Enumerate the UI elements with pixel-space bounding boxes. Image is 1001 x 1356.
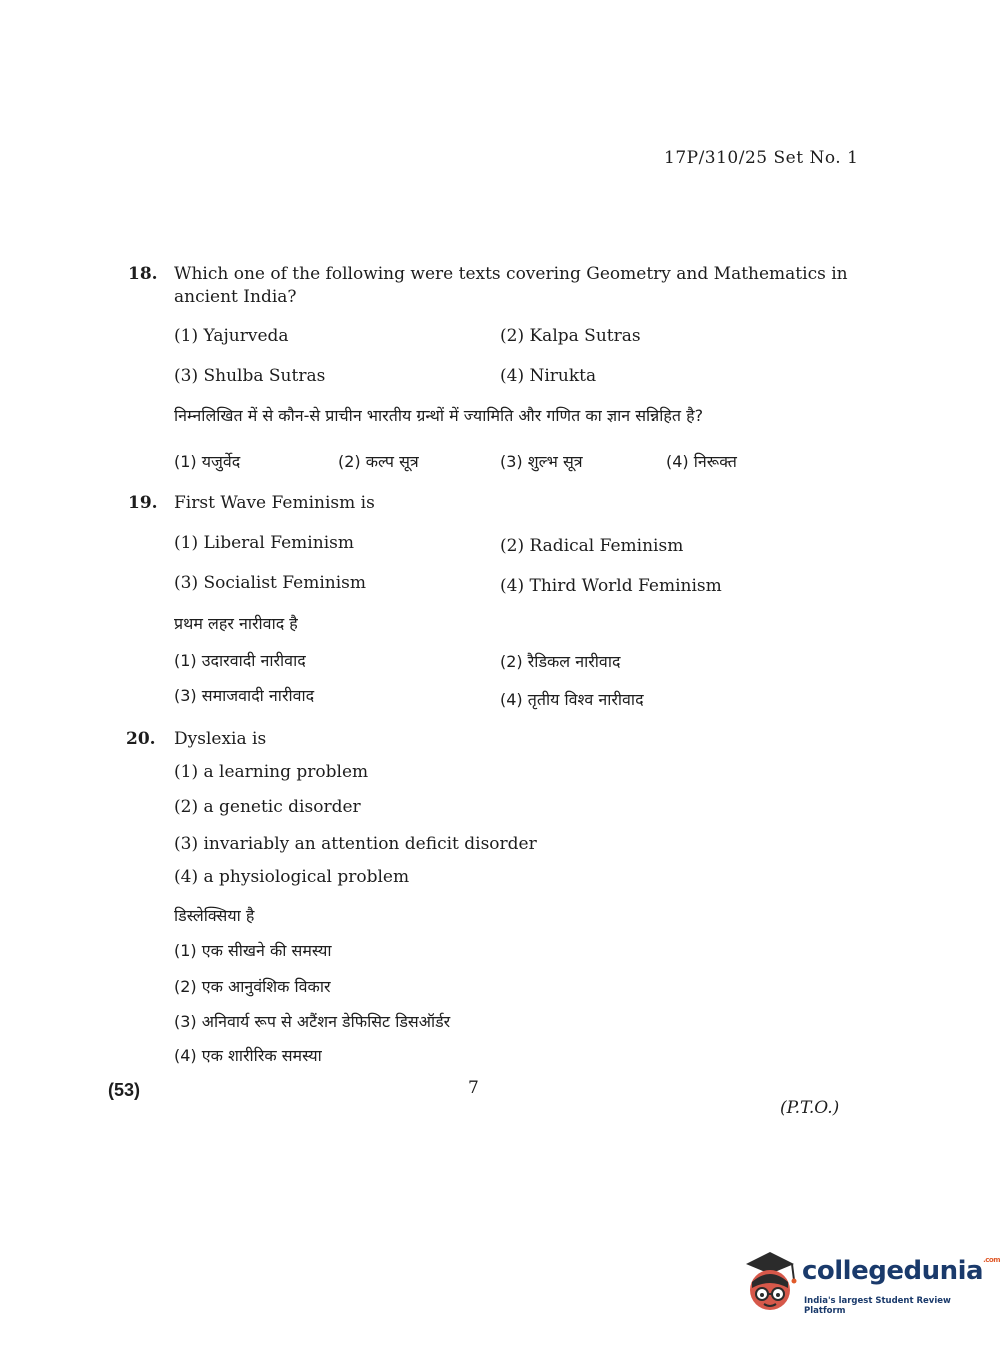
question-19-hindi-option-3: (3) समाजवादी नारीवाद <box>174 686 315 705</box>
brand-text: collegedunia <box>802 1256 984 1286</box>
question-20-hindi-option-1: (1) एक सीखने की समस्या <box>174 941 332 960</box>
question-20-hindi-text: डिस्लेक्सिया है <box>174 906 255 925</box>
brand-suffix: .com <box>983 1256 1000 1264</box>
question-19-hindi-option-1: (1) उदारवादी नारीवाद <box>174 651 306 670</box>
question-20-number: 20. <box>126 729 156 749</box>
question-19-number: 19. <box>128 493 158 513</box>
question-20-text: Dyslexia is <box>174 729 267 749</box>
set-code: 17P/310/25 Set No. 1 <box>664 148 859 168</box>
question-18-hindi-option-1: (1) यजुर्वेद <box>174 452 241 471</box>
brand-name <box>802 1256 1000 1286</box>
question-20-hindi-option-2: (2) एक आनुवंशिक विकार <box>174 977 331 996</box>
question-18-option-1: (1) Yajurveda <box>174 326 289 346</box>
page-number: 7 <box>468 1078 479 1098</box>
question-18-option-4: (4) Nirukta <box>500 366 597 386</box>
brand-tagline: India's largest Student Review Platform <box>804 1296 951 1316</box>
question-20-hindi-option-4: (4) एक शारीरिक समस्या <box>174 1046 322 1065</box>
collegedunia-logo <box>740 1244 1000 1322</box>
question-20-option-2: (2) a genetic disorder <box>174 797 361 817</box>
question-18-option-3: (3) Shulba Sutras <box>174 366 326 386</box>
question-18-hindi-option-3: (3) शुल्भ सूत्र <box>500 452 583 471</box>
question-18-hindi-text: निम्नलिखित में से कौन-से प्राचीन भारतीय ग्रन्थों में ज्यामिति और गणित का ज्ञान सन्निहित है? <box>174 406 704 425</box>
mascot-icon <box>740 1250 800 1320</box>
question-18-text-line2: ancient India? <box>174 287 297 307</box>
question-18-hindi-option-2: (2) कल्प सूत्र <box>338 452 419 471</box>
question-20-option-4: (4) a physiological problem <box>174 867 410 887</box>
question-19-hindi-option-4: (4) तृतीय विश्व नारीवाद <box>500 690 644 709</box>
question-19-hindi-text: प्रथम लहर नारीवाद है <box>174 614 298 633</box>
pto-label: (P.T.O.) <box>780 1098 840 1118</box>
question-19-option-2: (2) Radical Feminism <box>500 536 684 556</box>
booklet-code: (53) <box>108 1080 141 1100</box>
question-19-option-4: (4) Third World Feminism <box>500 576 722 596</box>
question-20-option-3: (3) invariably an attention deficit disorder <box>174 834 537 854</box>
question-18-option-2: (2) Kalpa Sutras <box>500 326 641 346</box>
question-19-text: First Wave Feminism is <box>174 493 375 513</box>
question-18-number: 18. <box>128 264 158 284</box>
question-19-hindi-option-2: (2) रैडिकल नारीवाद <box>500 652 621 671</box>
question-19-option-3: (3) Socialist Feminism <box>174 573 367 593</box>
question-20-option-1: (1) a learning problem <box>174 762 369 782</box>
question-20-hindi-option-3: (3) अनिवार्य रूप से अटैंशन डेफिसिट डिसऑर्डर <box>174 1012 451 1031</box>
question-18-text-line1: Which one of the following were texts covering Geometry and Mathematics in <box>174 264 848 284</box>
question-18-hindi-option-4: (4) निरूक्त <box>666 452 737 471</box>
question-19-option-1: (1) Liberal Feminism <box>174 533 354 553</box>
